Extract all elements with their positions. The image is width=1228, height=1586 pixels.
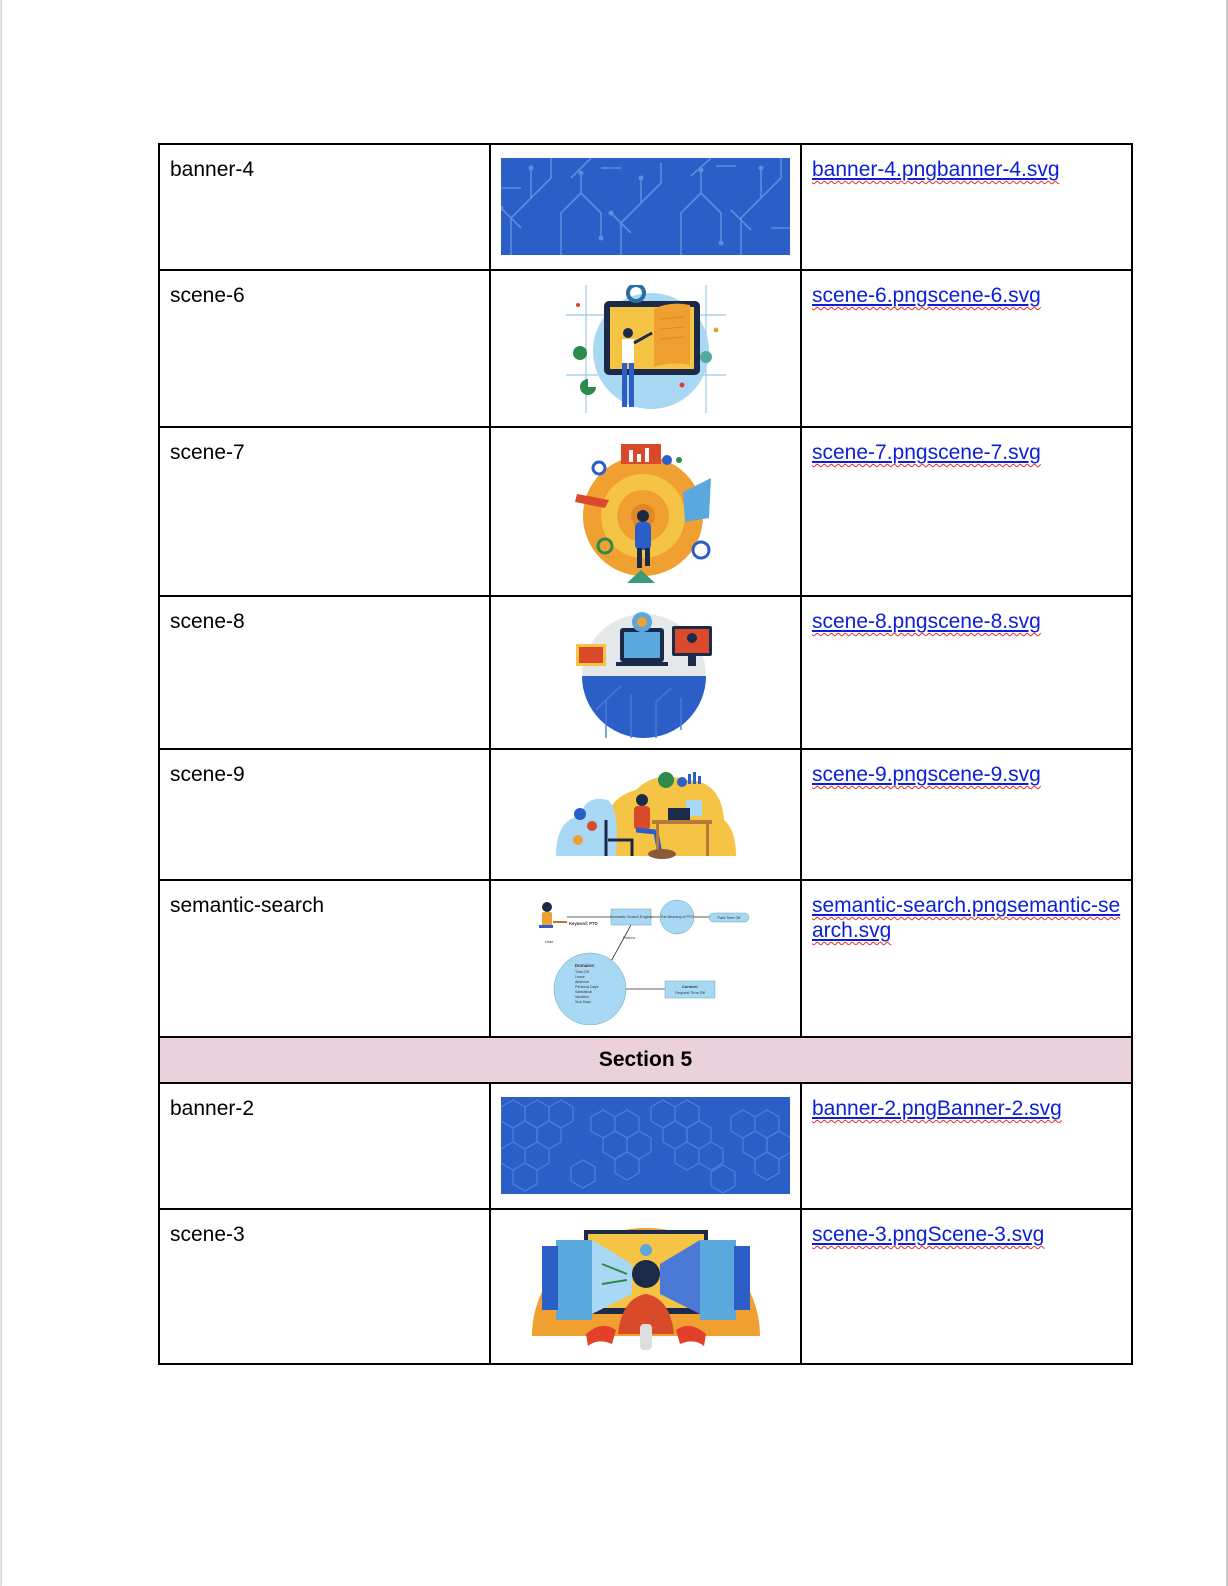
asset-file-link[interactable]: [812, 441, 1041, 464]
section-title: Section 5: [159, 1037, 1132, 1083]
diagram-context-title: Context:: [681, 984, 698, 989]
table-row: [159, 144, 1132, 270]
asset-name: scene-8: [159, 596, 490, 749]
asset-link-cell: [801, 749, 1132, 880]
diagram-domain: Absence: [574, 980, 589, 984]
asset-thumbnail: [490, 270, 801, 427]
asset-thumbnail: [490, 427, 801, 596]
diagram-engine-label: Semantic Search Engine: [609, 915, 652, 919]
diagram-domain: Vacation: [574, 995, 589, 999]
link-text: scene-9.pngscene-9.svg: [812, 763, 1041, 786]
banner-circuit-image: [501, 158, 790, 255]
diagram-domain: Personal Days: [574, 985, 598, 989]
table-row: [159, 427, 1132, 596]
asset-link-cell: [801, 596, 1132, 749]
asset-link-cell: [801, 427, 1132, 596]
asset-thumbnail: [490, 144, 801, 270]
diagram-context-label: Request Time Off: [674, 991, 705, 995]
asset-file-link[interactable]: [812, 284, 1041, 307]
asset-thumbnail: [490, 1083, 801, 1209]
asset-file-link[interactable]: [812, 1223, 1044, 1246]
asset-link-cell: [801, 144, 1132, 270]
asset-thumbnail: [490, 596, 801, 749]
link-text: banner-4.pngbanner-4.svg: [812, 158, 1060, 181]
diagram-return-label: Return: [622, 935, 635, 940]
asset-name: scene-3: [159, 1209, 490, 1364]
asset-file-link[interactable]: [812, 1097, 1062, 1120]
asset-link-cell: [801, 1209, 1132, 1364]
asset-name: scene-7: [159, 427, 490, 596]
semantic-search-diagram: [531, 895, 761, 1025]
asset-file-link[interactable]: [812, 158, 1060, 181]
asset-name: scene-9: [159, 749, 490, 880]
table-row: [159, 270, 1132, 427]
asset-link-cell: [801, 270, 1132, 427]
table-row: [159, 1083, 1132, 1209]
scene-desk-illustration: [556, 770, 736, 860]
link-text: scene-7.pngscene-7.svg: [812, 441, 1041, 464]
asset-name: banner-4: [159, 144, 490, 270]
banner-hex-image: [501, 1097, 790, 1194]
link-text: scene-8.pngscene-8.svg: [812, 610, 1041, 633]
scene-screens-illustration: [576, 610, 716, 738]
diagram-domain: Time-Off: [574, 970, 589, 974]
asset-thumbnail: [490, 749, 801, 880]
asset-thumbnail: [490, 880, 801, 1037]
asset-name: semantic-search: [159, 880, 490, 1037]
asset-name: banner-2: [159, 1083, 490, 1209]
scene-target-illustration: [571, 440, 721, 583]
scene-book-illustration: [566, 285, 726, 413]
asset-file-link[interactable]: [812, 610, 1041, 633]
diagram-keyword-label: Keyword: PTO: [568, 921, 598, 926]
asset-link-cell: [801, 1083, 1132, 1209]
asset-name: scene-6: [159, 270, 490, 427]
diagram-domain: Sabbatical: [574, 990, 592, 994]
link-text: banner-2.pngBanner-2.svg: [812, 1097, 1062, 1120]
asset-file-link[interactable]: [812, 763, 1041, 786]
diagram-domains-title: Domains:: [574, 963, 595, 968]
table-row: [159, 1209, 1132, 1364]
asset-table: [158, 143, 1133, 1365]
asset-link-cell: [801, 880, 1132, 1037]
link-text: semantic-search.pngsemantic-search.svg: [812, 894, 1121, 942]
diagram-domain: Leave: [574, 975, 585, 979]
scene-monitors-illustration: [532, 1224, 760, 1350]
diagram-domain: Sick Days: [574, 1000, 591, 1004]
asset-file-link[interactable]: [812, 894, 1120, 942]
diagram-paid-label: Paid Time Off: [717, 916, 740, 920]
table-row: [159, 880, 1132, 1037]
section-row: [159, 1037, 1132, 1083]
document-page: [2, 0, 1226, 1586]
asset-thumbnail: [490, 1209, 801, 1364]
table-row: [159, 596, 1132, 749]
table-row: [159, 749, 1132, 880]
diagram-meaning-label: The Meaning of PTO: [659, 915, 694, 919]
link-text: scene-6.pngscene-6.svg: [812, 284, 1041, 307]
link-text: scene-3.pngScene-3.svg: [812, 1223, 1045, 1246]
diagram-user-label: User: [544, 939, 553, 944]
